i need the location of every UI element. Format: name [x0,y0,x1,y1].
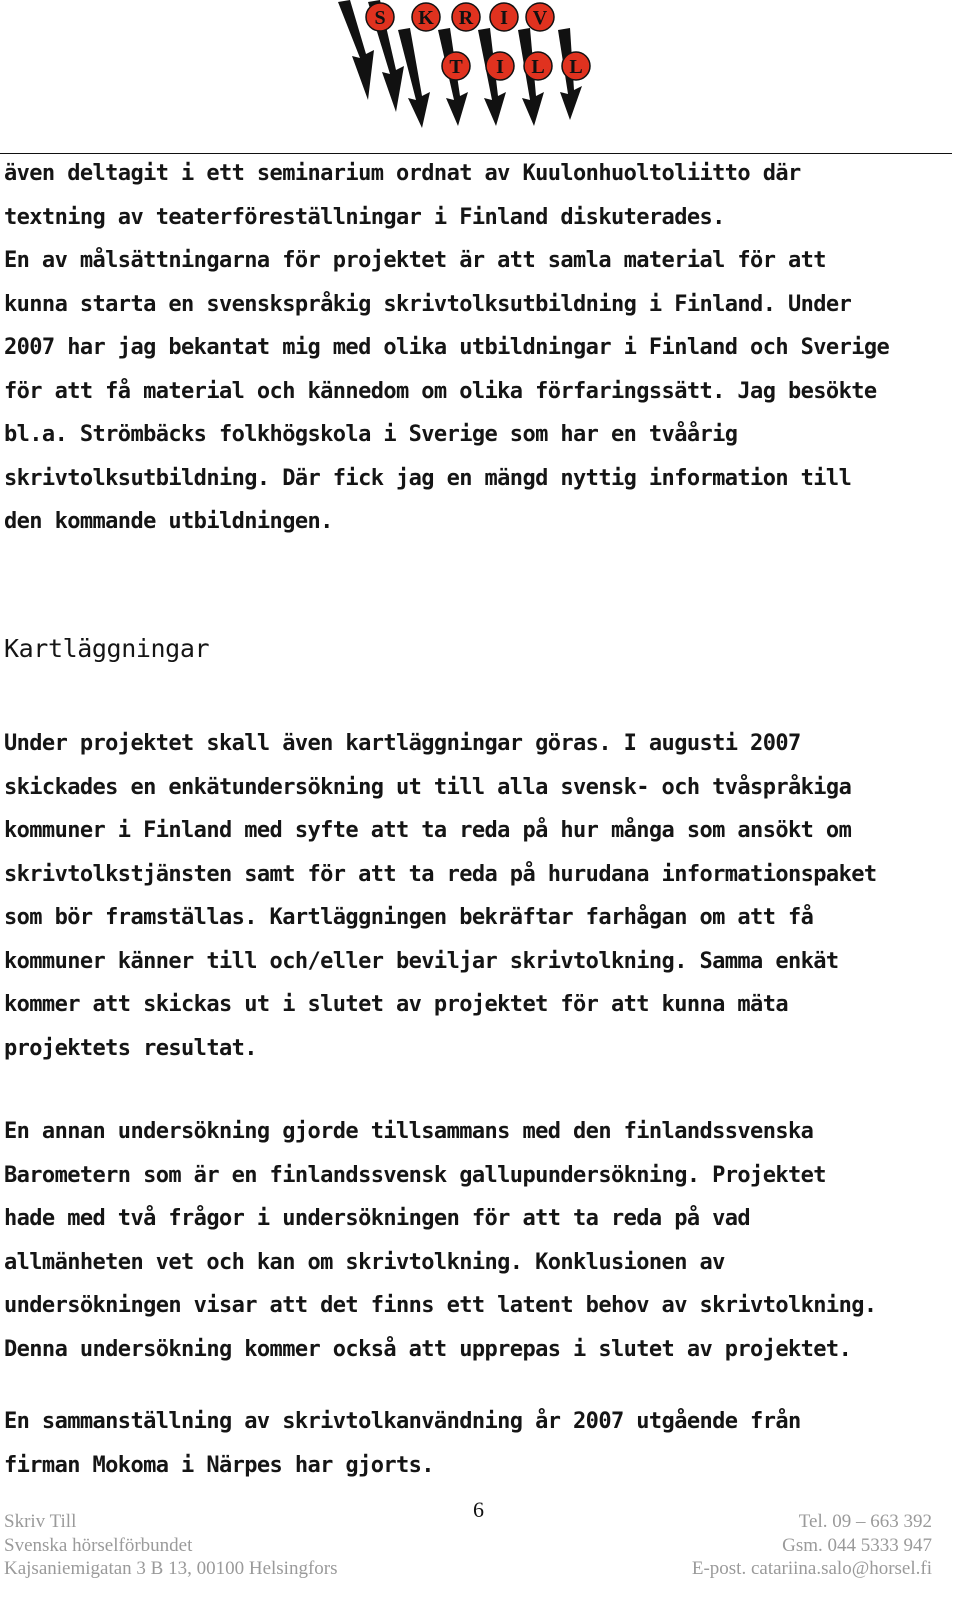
footer-address [4,1510,338,1581]
text-line: En annan undersökning gjorde tillsammans med den finlandssvenska [4,1119,814,1144]
text-line: kommuner känner till och/eller beviljar skrivtolkning. Samma enkät [4,948,839,974]
text-line: hade med två frågor i undersökningen för att ta reda på vad [4,1206,751,1231]
text-line: undersökningen visar att det finns ett latent behov av skrivtolkning. [4,1293,877,1318]
footer-line: Svenska hörselförbundet [4,1534,193,1556]
logo-letter: R [458,7,474,29]
footer-line: Kajsaniemigatan 3 B 13, 00100 Helsingfors [4,1558,338,1579]
paragraph-barometer [4,1110,954,1371]
logo-letters-top [366,3,554,31]
text-line: skrivtolkstjänsten samt för att ta reda på hurudana informationspaket [4,861,877,887]
text-line: kommuner i Finland med syfte att ta reda på hur många som ansökt om [4,818,852,843]
paragraph-compilation [4,1400,954,1487]
footer-line: Tel. 09 – 663 392 [798,1511,932,1532]
text-line: En sammanställning av skrivtolkanvändning år 2007 utgående från [4,1409,801,1434]
text-line: skrivtolksutbildning. Där fick jag en mängd nyttig information till [4,465,852,491]
text-line: projektets resultat. [4,1035,257,1061]
logo-letter: L [569,56,583,78]
paragraph-intro [4,152,954,544]
logo-letter: T [449,56,463,78]
paragraph-surveys [4,722,954,1070]
text-line: Denna undersökning kommer också att upprepas i slutet av projektet. [4,1336,852,1362]
footer-line: E-post. catariina.salo@horsel.fi [691,1558,932,1579]
footer-contact [692,1510,932,1581]
logo-letter: K [418,7,434,29]
text-line: även deltagit i ett seminarium ordnat av Kuulonhuoltoliitto där [4,161,801,186]
text-line: kunna starta en svenskspråkig skrivtolksutbildning i Finland. Under [4,291,852,317]
skriv-till-logo [338,0,618,132]
logo-letters-bottom [442,52,590,80]
text-line: En av målsättningarna för projektet är att samla material för att [4,248,826,273]
logo-letter: L [531,56,545,78]
page-number: 6 [473,1497,484,1522]
text-line: bl.a. Strömbäcks folkhögskola i Sverige som har en tvåårig [4,422,738,447]
text-line: för att få material och kännedom om olika förfaringssätt. Jag besökte [4,378,877,404]
logo-letter: I [500,7,508,29]
logo-letter: V [532,7,548,29]
text-line: 2007 har jag bekantat mig med olika utbildningar i Finland och Sverige [4,335,890,360]
logo-letter: S [374,7,386,29]
text-line: Barometern som är en finlandssvensk gallupundersökning. Projektet [4,1162,826,1188]
text-line: allmänheten vet och kan om skrivtolkning. Konklusionen av [4,1249,725,1275]
text-line: kommer att skickas ut i slutet av projektet för att kunna mäta [4,992,788,1017]
text-line: skickades en enkätundersökning ut till alla svensk- och tvåspråkiga [4,774,852,800]
text-line: den kommande utbildningen. [4,509,333,534]
text-line: Under projektet skall även kartläggningar göras. I augusti 2007 [4,731,801,756]
text-line: firman Mokoma i Närpes har gjorts. [4,1452,434,1478]
text-line: som bör framställas. Kartläggningen bekräftar farhågan om att få [4,905,814,930]
section-heading: Kartläggningar [4,634,210,663]
footer-line: Skriv Till [4,1511,77,1532]
text-line: textning av teaterföreställningar i Finland diskuterades. [4,204,725,230]
footer-line: Gsm. 044 5333 947 [782,1534,932,1556]
logo-letter: I [496,56,504,78]
